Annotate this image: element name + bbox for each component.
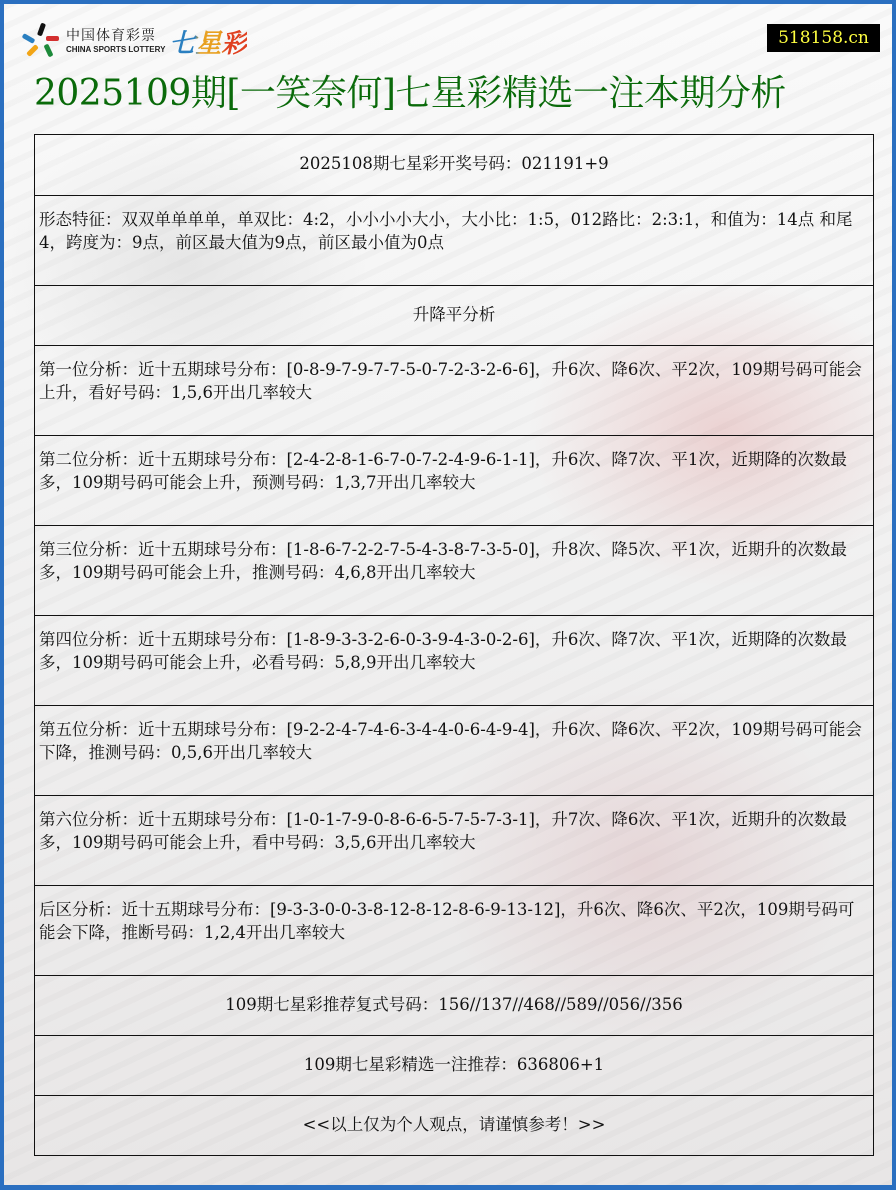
pattern-features-row: [35, 195, 873, 285]
multi-recommendation: 109期七星彩推荐复式号码：156//137//468//589//056//356: [225, 995, 683, 1014]
section-heading-row: [35, 285, 873, 345]
qixingcai-brand-text: 七星彩: [169, 23, 247, 60]
site-badge[interactable]: 518158.cn: [767, 24, 880, 52]
logo-english-text: CHINA SPORTS LOTTERY: [66, 44, 166, 54]
back-zone-analysis: 后区分析：近十五期球号分布：[9-3-3-0-0-3-8-12-8-12-8-6-9-13-12]，升6次、降6次、平2次，109期号码可能会下降，推断号码：1,2,4开出几率较大: [39, 900, 855, 942]
single-recommendation: 109期七星彩精选一注推荐：636806+1: [303, 1055, 605, 1074]
position-4-analysis-row: [35, 615, 873, 705]
disclaimer-text: <<以上仅为个人观点，请谨慎参考！>>: [302, 1115, 606, 1134]
position-1-analysis-row: [35, 345, 873, 435]
china-sports-lottery-logo: [22, 22, 247, 60]
position-5-analysis-row: [35, 705, 873, 795]
lottery-star-icon: [22, 22, 60, 60]
disclaimer-row: [35, 1095, 873, 1155]
analysis-table: [34, 134, 874, 1156]
position-4-analysis: 第四位分析：近十五期球号分布：[1-8-9-3-3-2-6-0-3-9-4-3-0-2-6]，升6次、降7次、平1次，近期降的次数最多，109期号码可能会上升，必看号码：5,8,9开出几率较大: [39, 630, 847, 672]
page-title: 2025109期[一笑奈何]七星彩精选一注本期分析: [34, 73, 786, 114]
position-3-analysis: 第三位分析：近十五期球号分布：[1-8-6-7-2-2-7-5-4-3-8-7-3-5-0]，升8次、降5次、平1次，近期升的次数最多，109期号码可能会上升，推测号码：4,6,8开出几率较大: [39, 540, 847, 582]
position-6-analysis-row: [35, 795, 873, 885]
position-5-analysis: 第五位分析：近十五期球号分布：[9-2-2-4-7-4-6-3-4-4-0-6-4-9-4]，升6次、降6次、平2次，109期号码可能会下降，推测号码：0,5,6开出几率较大: [39, 720, 862, 762]
position-2-analysis: 第二位分析：近十五期球号分布：[2-4-2-8-1-6-7-0-7-2-4-9-6-1-1]，升6次、降7次、平1次，近期降的次数最多，109期号码可能会上升，预测号码：1,3,7开出几率较大: [39, 450, 847, 492]
trend-analysis-heading: 升降平分析: [412, 305, 496, 324]
multi-recommendation-row: [35, 975, 873, 1035]
pattern-features-text: 形态特征：双双单单单单，单双比：4:2，小小小小大小，大小比：1:5，012路比：2:3:1，和值为：14点 和尾4，跨度为：9点，前区最大值为9点，前区最小值为0点: [39, 210, 853, 252]
last-draw-row: [35, 135, 873, 195]
position-3-analysis-row: [35, 525, 873, 615]
last-draw-result: 2025108期七星彩开奖号码：021191+9: [299, 154, 609, 173]
logo-chinese-text: 中国体育彩票: [66, 27, 156, 44]
back-zone-analysis-row: [35, 885, 873, 975]
position-2-analysis-row: [35, 435, 873, 525]
position-1-analysis: 第一位分析：近十五期球号分布：[0-8-9-7-9-7-7-5-0-7-2-3-2-6-6]，升6次、降6次、平2次，109期号码可能会上升，看好号码：1,5,6开出几率较大: [39, 360, 862, 402]
position-6-analysis: 第六位分析：近十五期球号分布：[1-0-1-7-9-0-8-6-6-5-7-5-7-3-1]，升7次、降6次、平1次，近期升的次数最多，109期号码可能会上升，看中号码：3,5,6开出几率较大: [39, 810, 847, 852]
single-recommendation-row: [35, 1035, 873, 1095]
